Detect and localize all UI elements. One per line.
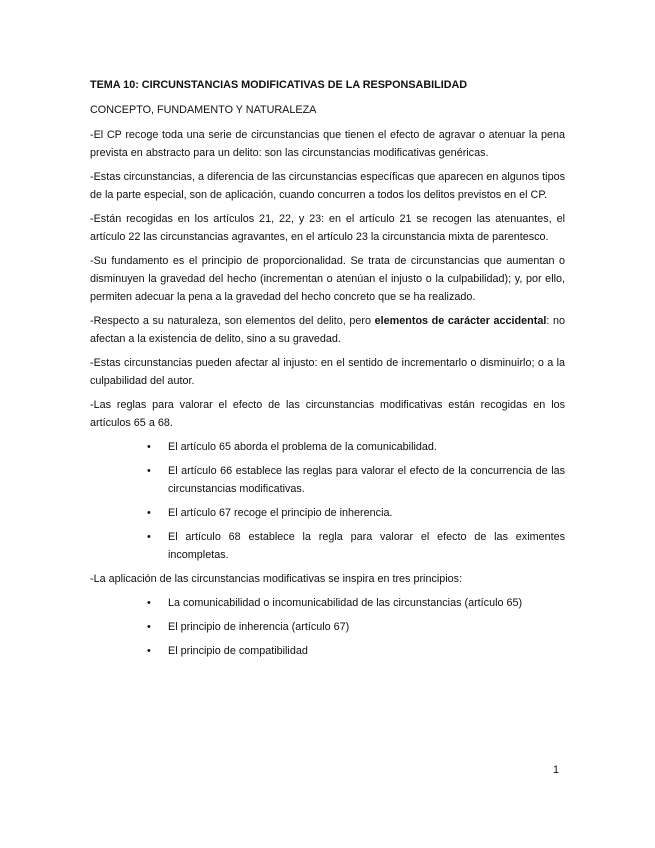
list-item-text: La comunicabilidad o incomunicabilidad de las circunstancias (artículo 65) bbox=[168, 597, 523, 609]
list-item-text: El principio de inherencia (artículo 67) bbox=[168, 621, 350, 633]
paragraph: -La aplicación de las circunstancias modificativas se inspira en tres principios: bbox=[90, 573, 463, 585]
rules-list bbox=[90, 438, 565, 564]
section-heading: CONCEPTO, FUNDAMENTO Y NATURALEZA bbox=[90, 104, 317, 116]
paragraph: -Las reglas para valorar el efecto de las circunstancias modificativas están recogidas en los artículos 65 a 68. bbox=[90, 399, 565, 429]
list-item-text: El artículo 66 establece las reglas para valorar el efecto de la concurrencia de las circunstancias modificativas. bbox=[168, 465, 565, 495]
bullet-icon: • bbox=[147, 441, 151, 453]
list-item bbox=[147, 504, 565, 522]
bullet-icon: • bbox=[147, 597, 151, 609]
bullet-icon: • bbox=[147, 531, 151, 543]
list-item-text: El artículo 65 aborda el problema de la comunicabilidad. bbox=[168, 441, 437, 453]
list-item bbox=[147, 642, 565, 660]
list-item-text: El artículo 68 establece la regla para valorar el efecto de las eximentes incompletas. bbox=[168, 531, 565, 561]
list-item-text: El artículo 67 recoge el principio de inherencia. bbox=[168, 507, 393, 519]
paragraph: -El CP recoge toda una serie de circunstancias que tienen el efecto de agravar o atenuar la pena prevista en abstracto para un delito: son las circunstancias modificativas genéricas. bbox=[90, 129, 565, 159]
bullet-icon: • bbox=[147, 507, 151, 519]
bullet-icon: • bbox=[147, 645, 151, 657]
bullet-icon: • bbox=[147, 465, 151, 477]
document-title: TEMA 10: CIRCUNSTANCIAS MODIFICATIVAS DE LA RESPONSABILIDAD bbox=[90, 79, 468, 91]
page-number: 1 bbox=[553, 764, 560, 776]
list-item bbox=[147, 618, 565, 636]
paragraph: -Estas circunstancias pueden afectar al injusto: en el sentido de incrementarlo o disminuirlo; o a la culpabilidad del autor. bbox=[90, 357, 565, 387]
nature-text-after: : no afectan a la existencia de delito, sino a su gravedad. bbox=[90, 315, 565, 345]
principles-list bbox=[90, 594, 565, 660]
paragraph: -Estas circunstancias, a diferencia de las circunstancias específicas que aparecen en algunos tipos de la parte especial, son de aplicación, cuando concurren a todos los delitos previstos en el CP. bbox=[90, 171, 565, 201]
list-item bbox=[147, 594, 565, 612]
nature-bold-text: elementos de carácter accidental bbox=[374, 315, 547, 327]
paragraph-nature bbox=[90, 312, 565, 348]
bullet-icon: • bbox=[147, 621, 151, 633]
paragraph: -Su fundamento es el principio de proporcionalidad. Se trata de circunstancias que aumentan o disminuyen la gravedad del hecho (incrementan o atenúan el injusto o la culpabilidad); y, por ello, permiten adecuar la pena a la gravedad del hecho concreto que se ha realizado. bbox=[90, 255, 565, 303]
paragraph: -Están recogidas en los artículos 21, 22, y 23: en el artículo 21 se recogen las atenuantes, el artículo 22 las circunstancias agravantes, en el artículo 23 la circunstancia mixta de parentesco. bbox=[90, 213, 565, 243]
list-item bbox=[147, 528, 565, 564]
list-item bbox=[147, 462, 565, 498]
page-content bbox=[90, 76, 565, 666]
list-item bbox=[147, 438, 565, 456]
nature-text-before: -Respecto a su naturaleza, son elementos del delito, pero bbox=[90, 315, 375, 327]
list-item-text: El principio de compatibilidad bbox=[168, 645, 308, 657]
